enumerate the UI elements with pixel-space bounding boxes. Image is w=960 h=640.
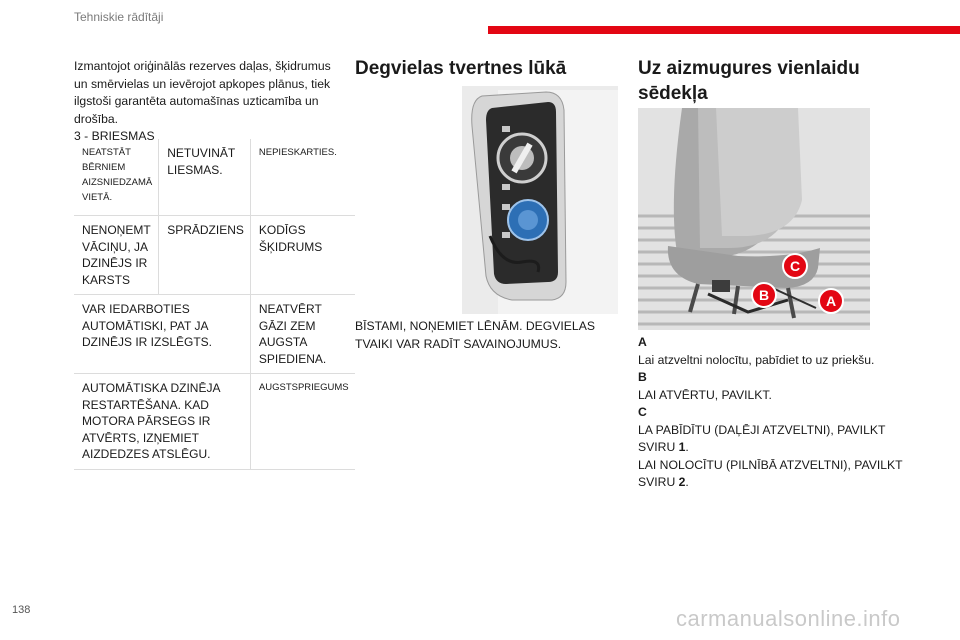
table-cell: VAR IEDARBOTIES AUTOMĀTISKI, PAT JA DZINĒJS IR IZSLĒGTS. [74, 295, 250, 374]
callout-a-label: A [825, 293, 837, 309]
seat-instructions [638, 334, 918, 492]
table-cell: NETUVINĀT LIESMAS. [159, 139, 251, 216]
hazard-subheading: 3 - BRIESMAS [74, 129, 155, 143]
lever-1-number: 1 [678, 440, 686, 454]
table-cell: NENOŅEMT VĀCIŅU, JA DZINĒJS IR KARSTS [74, 216, 159, 295]
item-b-label: B [638, 370, 647, 384]
intro-paragraph: Izmantojot oriģinālās rezerves daļas, šķidrumus un smērvielas un ievērojot apkopes plānus, tiek ilgstoši garantēta automašīnas uzticamība un drošība. [74, 59, 331, 126]
item-c-label: C [638, 405, 647, 419]
item-c-text-2 [638, 457, 918, 492]
table-row [74, 139, 355, 216]
item-c-text-2-main: LAI NOLOCĪTU (PILNĪBĀ ATZVELTNI), PAVILKT SVIRU [638, 457, 903, 489]
fuel-flap-illustration [462, 86, 618, 314]
table-row [74, 374, 355, 470]
item-b-text: LAI ATVĒRTU, PAVILKT. [638, 387, 772, 402]
table-cell: SPRĀDZIENS [159, 216, 251, 295]
fuel-flap-drawing [462, 86, 618, 314]
item-c-text-1-main: LA PABĪDĪTU (DAĻĒJI ATZVELTNI), PAVILKT SVIRU [638, 422, 886, 454]
intro-column [74, 58, 338, 146]
table-cell: KODĪGS ŠĶIDRUMS [250, 216, 354, 295]
rear-bench-illustration [638, 108, 870, 330]
callout-c-label: C [789, 258, 801, 274]
table-cell: NEPIESKARTIES. [250, 139, 354, 216]
callout-b-label: B [758, 287, 770, 303]
warnings-table [74, 139, 355, 470]
item-a-text: Lai atzveltni nolocītu, pabīdiet to uz priekšu. [638, 352, 875, 367]
seat-heading: Uz aizmugures vienlaidu sēdekļa [638, 58, 860, 104]
fuel-heading: Degvielas tvertnes lūkā [355, 58, 567, 79]
item-c-text-2-period: . [685, 475, 689, 489]
table-cell: NEATVĒRT GĀZI ZEM AUGSTA SPIEDIENA. [250, 295, 354, 374]
table-cell: AUGSTSPRIEGUMS [250, 374, 354, 470]
lever-2-number: 2 [678, 475, 686, 489]
table-row [74, 216, 355, 295]
watermark: carmanualsonline.info [676, 606, 901, 631]
table-row [74, 295, 355, 374]
table-cell: NEATSTĀT BĒRNIEM AIZSNIEDZAMĀ VIETĀ. [74, 139, 159, 216]
item-c-text-1-period: . [685, 440, 689, 454]
table-cell: AUTOMĀTISKA DZINĒJA RESTARTĒŠANA. KAD MOTORA PĀRSEGS IR ATVĒRTS, IZŅEMIET AIZDEDZES ATSLĒGU. [74, 374, 250, 470]
page-number: 138 [12, 604, 31, 616]
header-accent-bar [488, 26, 960, 34]
seat-callouts [638, 108, 870, 330]
fuel-warning-text: BĪSTAMI, NOŅEMIET LĒNĀM. DEGVIELAS TVAIKI VAR RADĪT SAVAINOJUMUS. [355, 319, 595, 351]
item-a-label: A [638, 335, 647, 349]
item-c-text-1 [638, 422, 918, 457]
section-title: Tehniskie rādītāji [74, 10, 164, 24]
